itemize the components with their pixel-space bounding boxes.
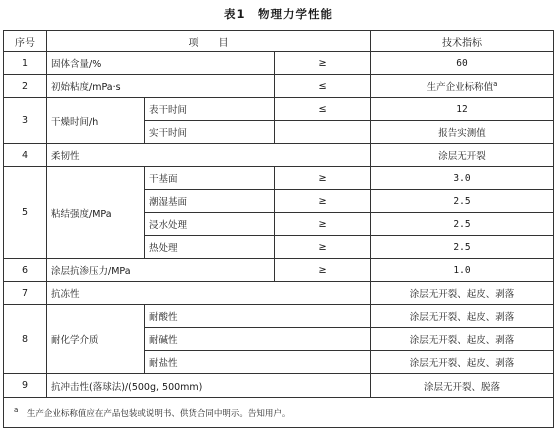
header-no: 序号 bbox=[4, 31, 47, 52]
footnote-row bbox=[4, 398, 554, 428]
row-no: 3 bbox=[4, 98, 47, 144]
row-item: 涂层抗渗压力/MPa bbox=[47, 259, 275, 282]
row-spec: 涂层无开裂、脱落 bbox=[371, 374, 554, 398]
row-spec: 2.5 bbox=[371, 213, 554, 236]
operator-symbol: ≤ bbox=[275, 75, 371, 98]
row-no: 8 bbox=[4, 305, 47, 374]
row-item: 初始粘度/mPa·s bbox=[47, 75, 275, 98]
row-item: 耐化学介质 bbox=[47, 305, 145, 374]
table-row bbox=[4, 167, 554, 190]
row-item: 粘结强度/MPa bbox=[47, 167, 145, 259]
sub-item: 干基面 bbox=[145, 167, 275, 190]
row-spec: 2.5 bbox=[371, 236, 554, 259]
row-spec: 涂层无开裂、起皮、剥落 bbox=[371, 305, 554, 328]
row-spec: 1.0 bbox=[371, 259, 554, 282]
footnote-marker: a bbox=[14, 406, 19, 415]
row-no: 2 bbox=[4, 75, 47, 98]
operator-symbol: ≥ bbox=[275, 236, 371, 259]
table-row bbox=[4, 259, 554, 282]
row-no: 6 bbox=[4, 259, 47, 282]
sub-item: 耐酸性 bbox=[145, 305, 371, 328]
footnote bbox=[4, 398, 554, 428]
row-no: 4 bbox=[4, 144, 47, 167]
table-row bbox=[4, 98, 554, 121]
table-title: 表1 物理力学性能 bbox=[223, 7, 333, 21]
row-spec-text: 生产企业标称值 bbox=[426, 82, 494, 93]
sub-item: 浸水处理 bbox=[145, 213, 275, 236]
row-spec: 涂层无开裂、起皮、剥落 bbox=[371, 351, 554, 374]
footnote-marker: a bbox=[493, 79, 498, 88]
footnote-text: 生产企业标称值应在产品包装或说明书、供货合同中明示。告知用户。 bbox=[26, 408, 291, 419]
operator-symbol bbox=[275, 121, 371, 144]
operator-symbol: ≥ bbox=[275, 190, 371, 213]
operator-symbol: ≥ bbox=[275, 259, 371, 282]
row-no: 1 bbox=[4, 52, 47, 75]
row-item: 柔韧性 bbox=[47, 144, 371, 167]
row-spec: 3.0 bbox=[371, 167, 554, 190]
header-item: 项 目 bbox=[47, 31, 371, 52]
table-row bbox=[4, 374, 554, 398]
row-item: 固体含量/% bbox=[47, 52, 275, 75]
row-no: 5 bbox=[4, 167, 47, 259]
row-spec: 60 bbox=[371, 52, 554, 75]
table-row bbox=[4, 52, 554, 75]
row-spec bbox=[371, 75, 554, 98]
row-item: 抗冲击性(落球法)/(500g, 500mm) bbox=[47, 374, 371, 398]
table-row bbox=[4, 75, 554, 98]
sub-item: 表干时间 bbox=[145, 98, 275, 121]
sub-item: 耐碱性 bbox=[145, 328, 371, 351]
row-spec: 涂层无开裂、起皮、剥落 bbox=[371, 282, 554, 305]
table-row bbox=[4, 144, 554, 167]
header-spec: 技术指标 bbox=[371, 31, 554, 52]
operator-symbol: ≤ bbox=[275, 98, 371, 121]
row-item: 抗冻性 bbox=[47, 282, 371, 305]
sub-item: 实干时间 bbox=[145, 121, 275, 144]
operator-symbol: ≥ bbox=[275, 52, 371, 75]
operator-symbol: ≥ bbox=[275, 213, 371, 236]
sub-item: 耐盐性 bbox=[145, 351, 371, 374]
table-row bbox=[4, 282, 554, 305]
row-no: 9 bbox=[4, 374, 47, 398]
sub-item: 热处理 bbox=[145, 236, 275, 259]
row-no: 7 bbox=[4, 282, 47, 305]
table-row bbox=[4, 305, 554, 328]
row-spec: 涂层无开裂、起皮、剥落 bbox=[371, 328, 554, 351]
row-spec: 涂层无开裂 bbox=[371, 144, 554, 167]
properties-table bbox=[3, 30, 554, 428]
row-spec: 2.5 bbox=[371, 190, 554, 213]
sub-item: 潮湿基面 bbox=[145, 190, 275, 213]
row-item: 干燥时间/h bbox=[47, 98, 145, 144]
operator-symbol: ≥ bbox=[275, 167, 371, 190]
row-spec: 12 bbox=[371, 98, 554, 121]
row-spec: 报告实测值 bbox=[371, 121, 554, 144]
